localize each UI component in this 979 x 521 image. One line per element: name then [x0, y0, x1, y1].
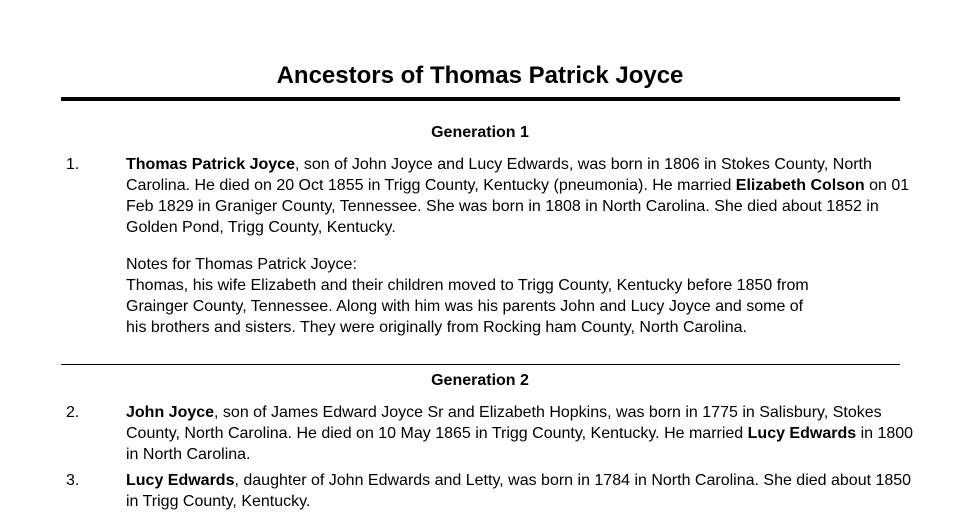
entry-text [126, 154, 916, 238]
notes-line: his brothers and sisters. They were originally from Rocking ham County, North Carolina. [126, 319, 747, 336]
entry-number: 2. [66, 404, 80, 421]
spouse-name: Lucy Edwards [747, 425, 857, 442]
person-name: John Joyce [126, 404, 215, 421]
entry-body: , son of James Edward Joyce Sr and Elizabeth Hopkins, was born in 1775 in Salisbury, Stokes County, North Carolina. He died on 10 May 1865 in Trigg County, Kentucky. He married [126, 404, 882, 442]
person-name: Thomas Patrick Joyce [126, 156, 295, 173]
entry-body: , daughter of John Edwards and Letty, was born in 1784 in North Carolina. She died about 1850 in Trigg County, Kentucky. [126, 472, 912, 510]
entry-number: 3. [66, 472, 80, 489]
notes-line: Thomas, his wife Elizabeth and their children moved to Trigg County, Kentucky before 1850 from [126, 277, 809, 294]
entry-text [126, 402, 916, 465]
title-divider [61, 97, 900, 101]
spouse-name: Elizabeth Colson [735, 177, 865, 194]
notes-heading: Notes for Thomas Patrick Joyce: [126, 256, 357, 273]
entry-body: , son of John Joyce and Lucy Edwards, was born in 1806 in Stokes County, North Carolina. He died on 20 Oct 1855 in Trigg County, Kentucky (pneumonia). He married [126, 156, 872, 194]
person-name: Lucy Edwards [126, 472, 235, 489]
generation-heading: Generation 2 [431, 372, 529, 389]
notes-line: Grainger County, Tennessee. Along with him was his parents John and Lucy Joyce and some of [126, 298, 804, 315]
page-title: Ancestors of Thomas Patrick Joyce [276, 62, 684, 89]
entry-body: on 01 Feb 1829 in Graniger County, Tennessee. She was born in 1808 in North Carolina. She died about 1852 in Golden Pond, Trigg County, Kentucky. [126, 177, 910, 236]
entry-number: 1. [66, 156, 80, 173]
notes-block [126, 254, 916, 338]
generation-heading: Generation 1 [431, 124, 529, 141]
entry-body: in 1800 in North Carolina. [126, 425, 914, 463]
generation-divider [61, 364, 900, 365]
entry-text [126, 470, 916, 512]
